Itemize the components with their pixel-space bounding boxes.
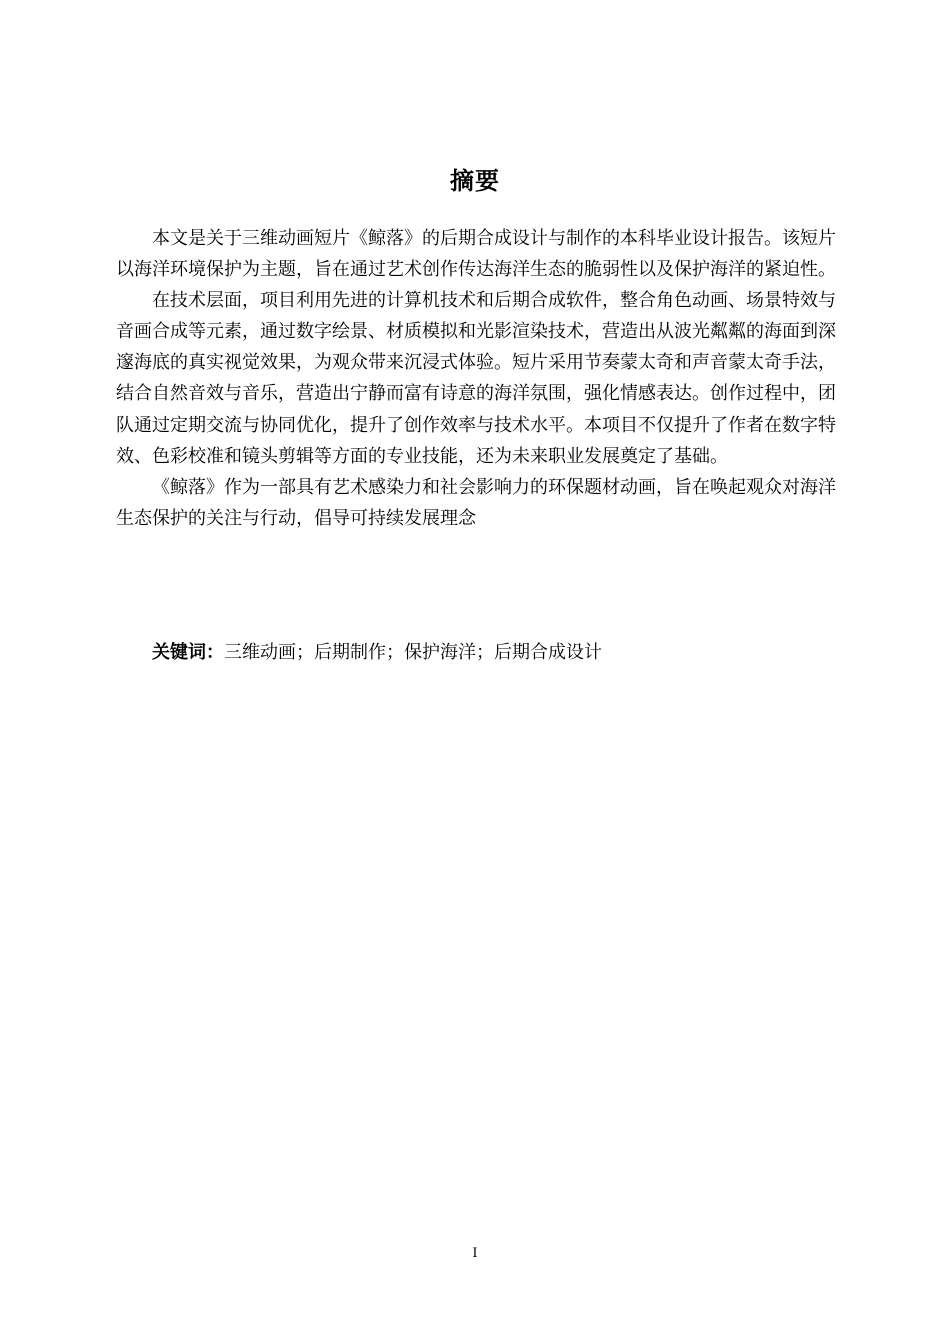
keywords-label: 关键词：	[152, 642, 224, 663]
abstract-paragraph-1: 本文是关于三维动画短片《鲸落》的后期合成设计与制作的本科毕业设计报告。该短片以海洋环境保护为主题，旨在通过艺术创作传达海洋生态的脆弱性以及保护海洋的紧迫性。	[116, 228, 836, 281]
abstract-title: 摘要	[450, 167, 500, 195]
abstract-body	[116, 223, 836, 534]
page-number: I	[472, 1246, 478, 1261]
keywords-list: 三维动画；后期制作；保护海洋；后期合成设计	[224, 642, 602, 663]
abstract-paragraph-2: 在技术层面，项目利用先进的计算机技术和后期合成软件，整合角色动画、场景特效与音画合成等元素，通过数字绘景、材质模拟和光影渲染技术，营造出从波光粼粼的海面到深邃海底的真实视觉效果，为观众带来沉浸式体验。短片采用节奏蒙太奇和声音蒙太奇手法，结合自然音效与音乐，营造出宁静而富有诗意的海洋氛围，强化情感表达。创作过程中，团队通过定期交流与协同优化，提升了创作效率与技术水平。本项目不仅提升了作者在数字特效、色彩校准和镜头剪辑等方面的专业技能，还为未来职业发展奠定了基础。	[116, 290, 836, 467]
abstract-paragraph-3: 《鲸落》作为一部具有艺术感染力和社会影响力的环保题材动画，旨在唤起观众对海洋生态保护的关注与行动，倡导可持续发展理念	[116, 476, 836, 529]
keywords-line	[152, 637, 836, 668]
